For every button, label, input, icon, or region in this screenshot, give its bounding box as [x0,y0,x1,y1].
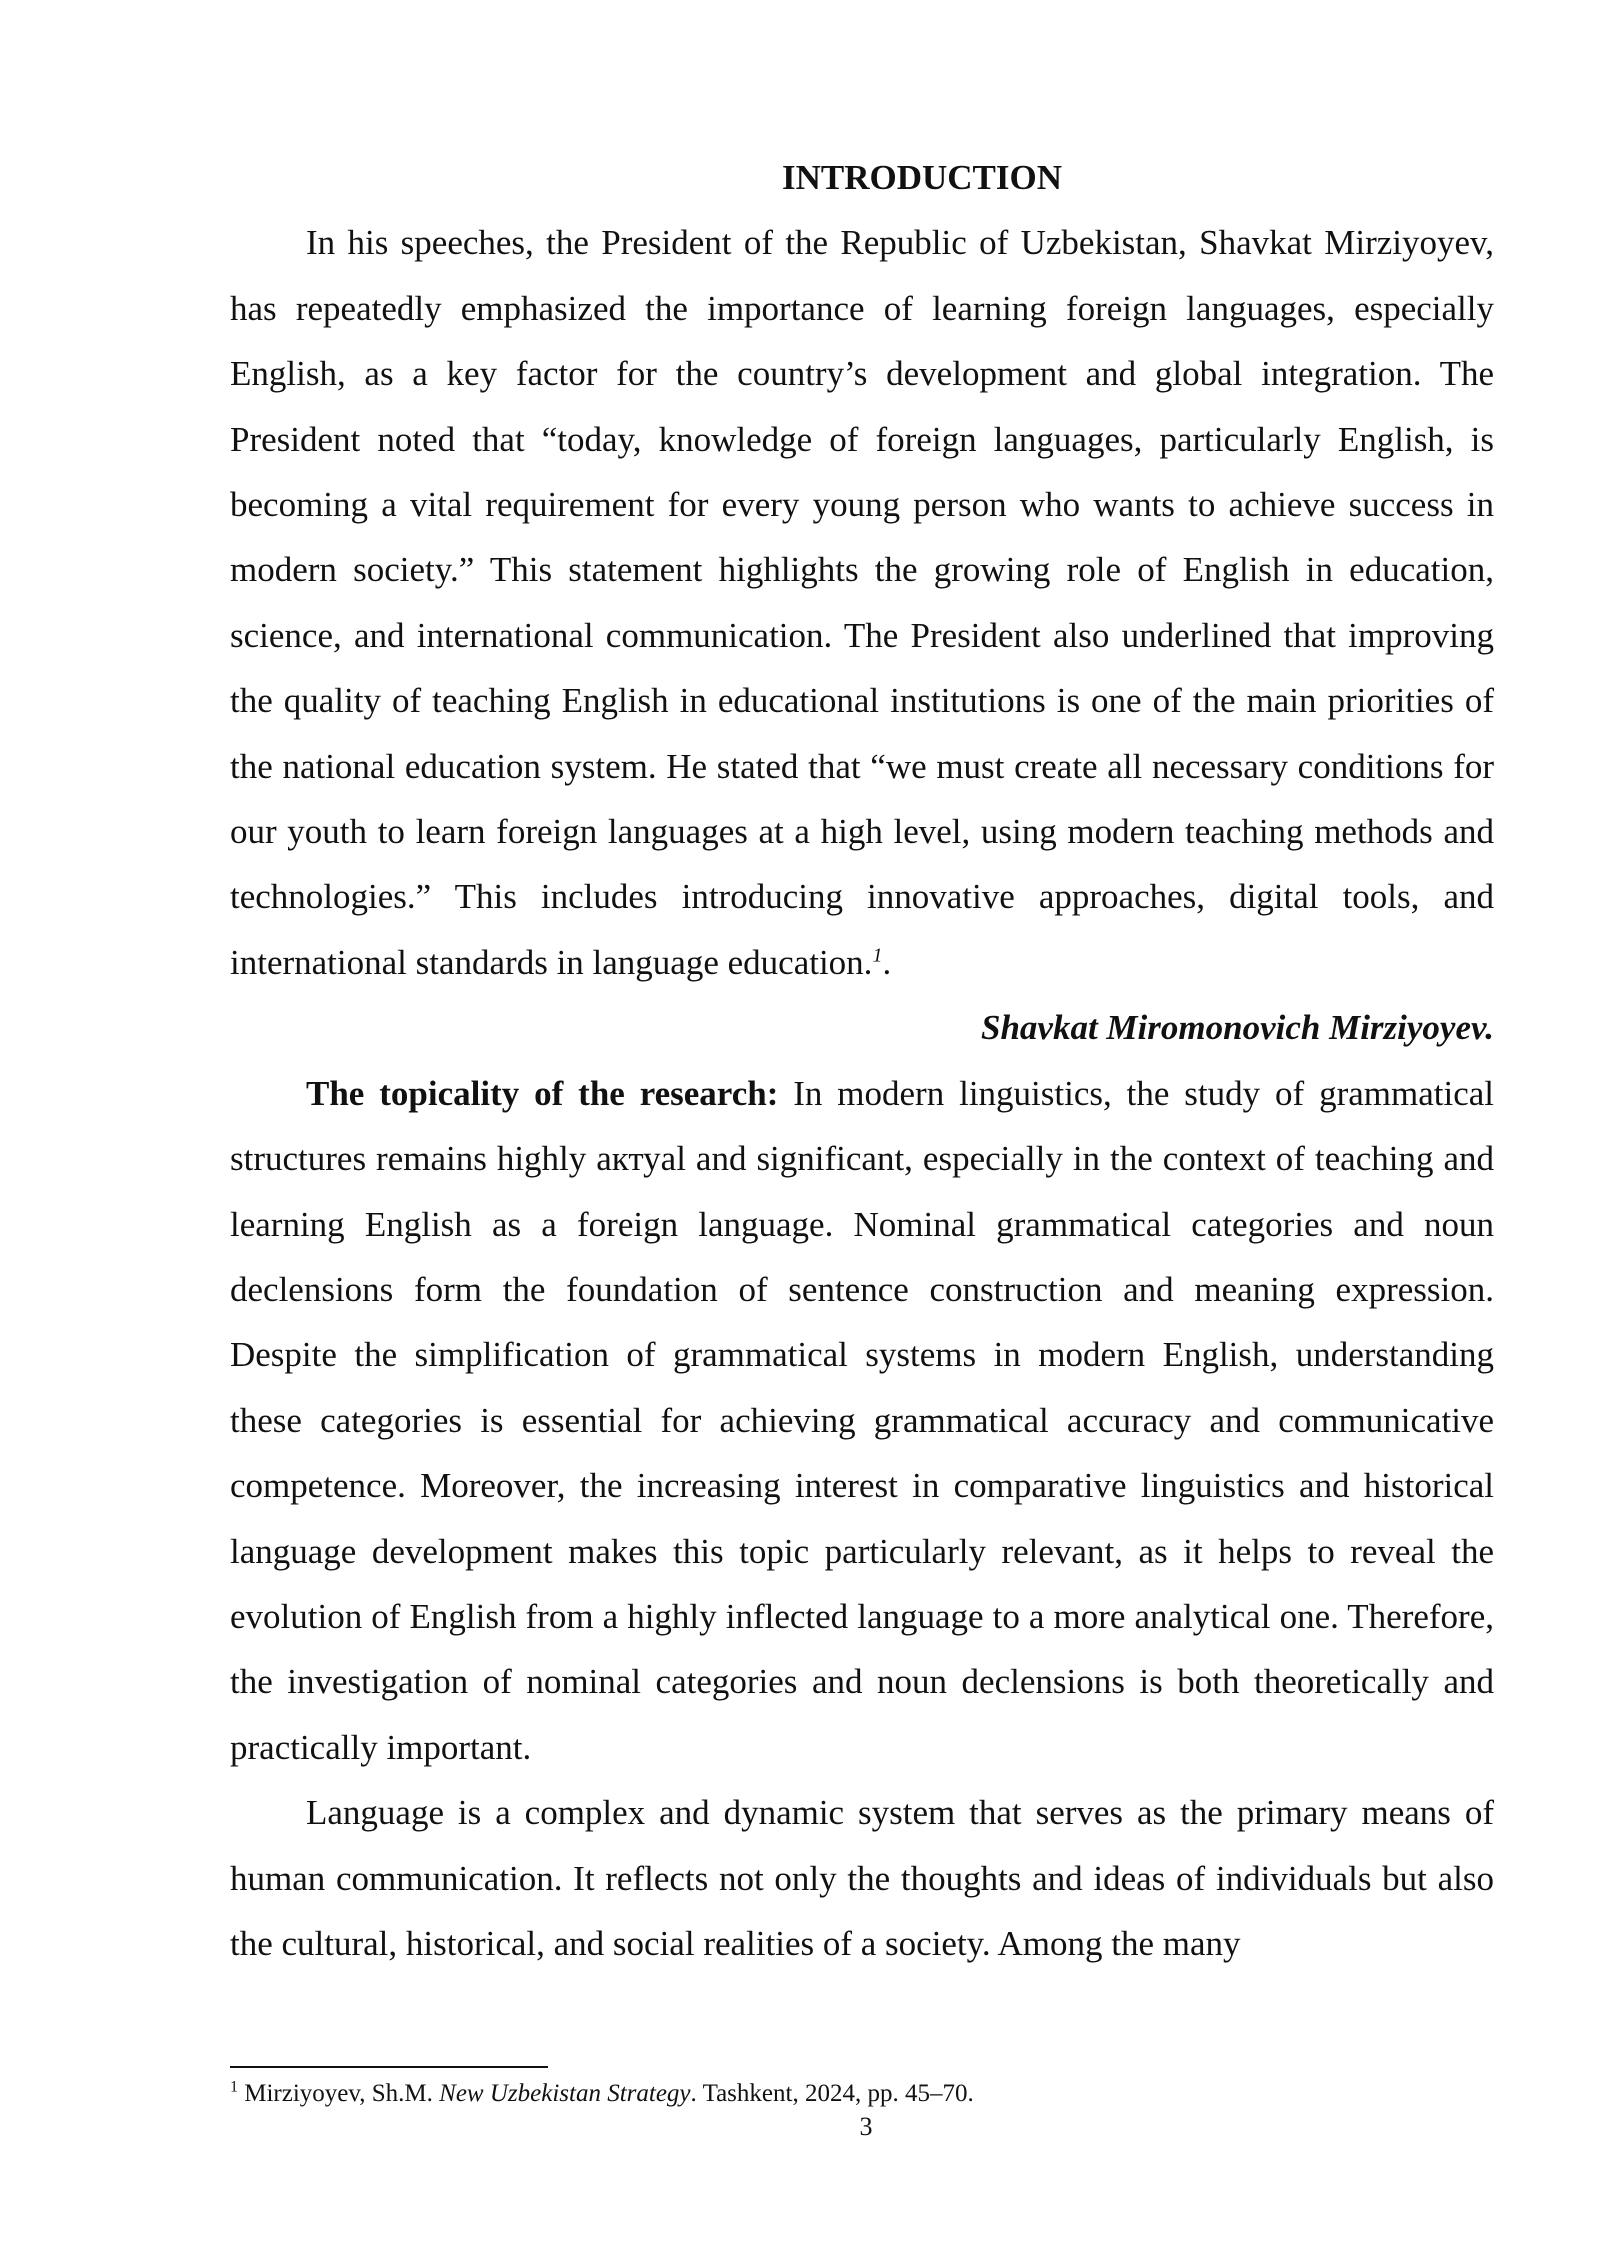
signature: Shavkat Miromonovich Mirziyoyev. [980,1008,1494,1048]
footnote-reference[interactable]: 1 [872,944,883,967]
footnote-details: . Tashkent, 2024, pp. 45–70. [690,2080,974,2107]
paragraph-text: In his speeches, the President of the Republic of Uzbekistan, Shavkat Mirziyoyev, has repeatedly emphasized the importance of learning foreign languages, especially English, as a key factor for the country’s development and global integration. The President noted that “today, knowledge of foreign languages, particularly English, is becoming a vital requirement for every young person who wants to achieve success in modern society.” This statement highlights the growing role of English in education, science, and international communication. The President also underlined that improving the quality of teaching English in educational institutions is one of the main priorities of the national education system. He stated that “we must create all necessary conditions for our youth to learn foreign languages at a high level, using modern teaching methods and technologies.” This includes introducing innovative approaches, digital tools, and international standards in language education. [230,223,1494,982]
footnote-title: New Uzbekistan Strategy [439,2080,691,2107]
paragraph-topicality [230,1061,1494,1780]
footnote [230,2078,1494,2110]
footnote-author: Mirziyoyev, Sh.M. [238,2080,440,2107]
page-title: INTRODUCTION [781,158,1063,197]
body-text [230,145,1494,1976]
page-number: 3 [859,2112,873,2141]
footnote-divider [230,2066,548,2068]
paragraph-text: In modern linguistics, the study of grammatical structures remains highly актуal and significant, especially in the context of teaching and learning English as a foreign language. Nominal grammatical categories and noun declensions form the foundation of sentence construction and meaning expression. Despite the simplification of grammatical systems in modern English, understanding these categories is essential for achieving grammatical accuracy and communicative competence. Moreover, the increasing interest in comparative linguistics and historical language development makes this topic particularly relevant, as it helps to reveal the evolution of English from a highly inflected language to a more analytical one. Therefore, the investigation of nominal categories and noun declensions is both theoretically and practically important. [230,1073,1494,1767]
paragraph-president-quote [230,210,1494,995]
paragraph-language: Language is a complex and dynamic system that serves as the primary means of human communication. It reflects not only the thoughts and ideas of individuals but also the cultural, historical, and social realities of a society. Among the many [230,1793,1494,1963]
footnote-number: 1 [230,2078,238,2096]
topicality-label: The topicality of the research: [306,1073,779,1113]
paragraph-trailing: . [882,942,892,982]
